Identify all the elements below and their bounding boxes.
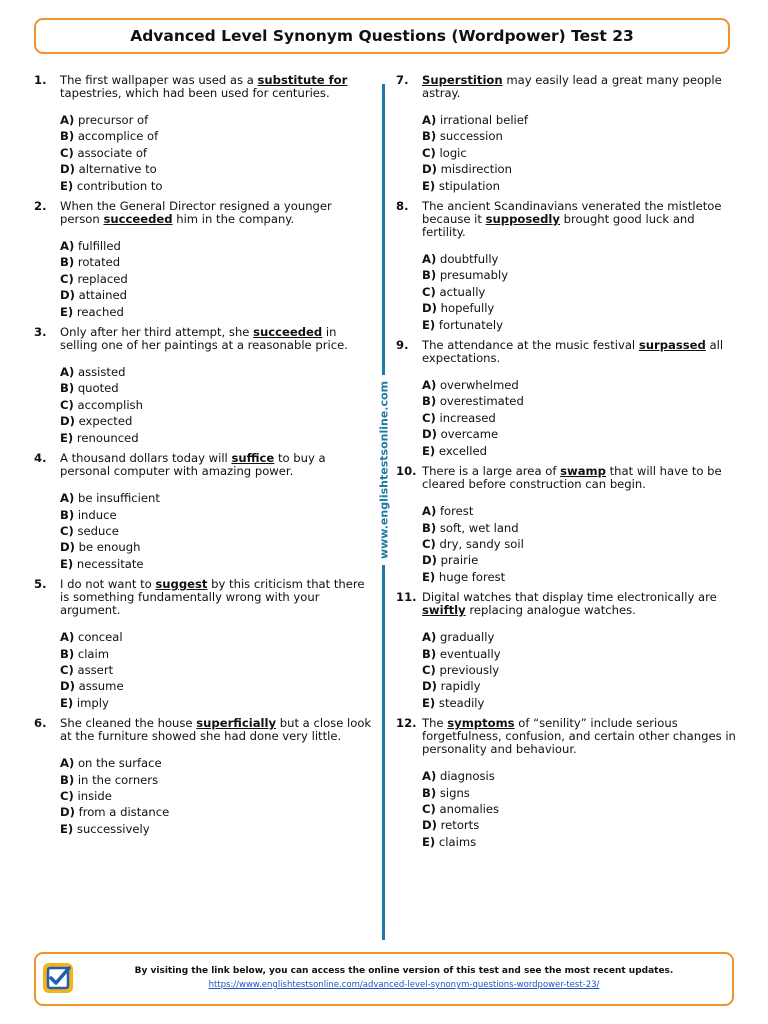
option-text: irrational belief [439, 113, 528, 127]
option-item [422, 317, 738, 333]
stem-before: She cleaned the house [60, 716, 197, 731]
option-item [422, 284, 738, 300]
option-letter: E) [60, 304, 74, 319]
question-4 [34, 452, 374, 572]
option-item [422, 552, 738, 568]
option-item [60, 629, 374, 645]
question-text-row [34, 74, 374, 100]
question-stem [422, 74, 738, 100]
option-text: assisted [77, 365, 126, 380]
option-text: dry, sandy soil [439, 536, 524, 551]
keyword: succeeded [253, 325, 323, 340]
option-letter: C) [60, 523, 74, 538]
stem-after: by this criticism that there is something fundamentally wrong with your argument. [60, 577, 365, 618]
option-letter: B) [422, 129, 437, 144]
option-item [60, 112, 374, 128]
option-letter: E) [60, 695, 74, 710]
option-letter: B) [60, 772, 75, 787]
option-letter: A) [60, 756, 75, 771]
option-item [422, 178, 738, 194]
option-text: actually [439, 284, 486, 299]
option-letter: E) [422, 569, 436, 584]
option-text: rotated [77, 255, 121, 270]
stem-after: tapestries, which had been used for centuries. [60, 86, 330, 100]
option-letter: C) [60, 145, 74, 160]
option-letter: A) [422, 769, 437, 784]
option-item [422, 443, 738, 459]
stem-after: of “senility” include serious forgetfulness, confusion, and certain other changes in personality and behaviour. [422, 716, 736, 757]
option-text: replaced [77, 271, 128, 286]
keyword: superficially [196, 716, 277, 731]
option-text: overcame [440, 427, 499, 442]
option-item [422, 536, 738, 552]
option-letter: D) [60, 540, 75, 555]
option-item [60, 646, 374, 662]
footer-box [34, 952, 734, 1006]
stem-before: The [422, 716, 448, 731]
option-letter: A) [60, 491, 75, 506]
option-letter: E) [60, 821, 74, 836]
stem-before: The attendance at the music festival [422, 338, 639, 353]
option-letter: A) [422, 252, 437, 267]
option-text: expected [78, 414, 133, 429]
option-item [422, 267, 738, 283]
option-text: quoted [77, 381, 119, 396]
question-10 [396, 465, 738, 585]
option-item [422, 569, 738, 585]
options-list [422, 768, 738, 850]
option-item [60, 145, 374, 161]
option-text: renounced [76, 430, 139, 445]
option-letter: D) [422, 553, 437, 568]
option-text: inside [77, 788, 112, 803]
options-list [60, 629, 374, 711]
options-list [422, 503, 738, 585]
keyword: supposedly [485, 212, 560, 227]
option-item [422, 112, 738, 128]
options-list [60, 490, 374, 572]
option-text: signs [439, 785, 470, 800]
option-letter: E) [60, 430, 74, 445]
option-letter: B) [60, 507, 75, 522]
stem-before: Only after her third attempt, she [60, 325, 254, 340]
option-item [60, 380, 374, 396]
option-text: increased [439, 410, 496, 425]
options-list [422, 112, 738, 194]
question-stem [422, 717, 738, 756]
option-item [60, 507, 374, 523]
option-letter: B) [60, 255, 75, 270]
option-letter: C) [422, 284, 436, 299]
option-item [422, 768, 738, 784]
option-letter: A) [60, 630, 75, 645]
option-text: rapidly [440, 679, 481, 694]
option-item [60, 413, 374, 429]
option-text: imply [76, 695, 109, 710]
option-letter: D) [422, 301, 437, 316]
option-letter: A) [60, 113, 75, 127]
question-11 [396, 591, 738, 711]
option-text: alternative to [78, 162, 157, 177]
option-text: precursor of [77, 113, 149, 127]
option-item [60, 804, 374, 820]
option-letter: D) [422, 679, 437, 694]
checkmark-icon [42, 962, 74, 994]
option-letter: C) [422, 801, 436, 816]
option-letter: D) [422, 818, 437, 833]
option-letter: E) [422, 317, 436, 332]
question-text-row [396, 717, 738, 756]
option-text: on the surface [77, 756, 162, 771]
option-letter: C) [60, 397, 74, 412]
option-text: assert [77, 662, 114, 677]
option-item [60, 271, 374, 287]
keyword: suggest [155, 577, 208, 592]
question-number: 9. [396, 338, 409, 353]
option-item [60, 490, 374, 506]
option-item [60, 430, 374, 446]
question-12 [396, 717, 738, 850]
stem-before: When the General Director resigned a younger person [60, 199, 332, 227]
keyword: suffice [231, 451, 275, 466]
option-letter: B) [60, 381, 75, 396]
option-letter: E) [422, 834, 436, 849]
stem-after: him in the company. [172, 212, 295, 227]
questions-left-column [34, 74, 374, 843]
option-letter: D) [422, 162, 437, 177]
option-letter: A) [422, 630, 437, 645]
option-item [422, 629, 738, 645]
question-text-row [34, 326, 374, 352]
option-letter: D) [60, 288, 75, 303]
stem-after: all expectations. [422, 338, 724, 366]
option-text: in the corners [77, 772, 159, 787]
option-item [422, 834, 738, 850]
stem-before: The first wallpaper was used as a [60, 73, 258, 87]
question-stem [60, 452, 374, 478]
option-item [60, 539, 374, 555]
question-stem [60, 200, 374, 226]
option-text: overestimated [439, 394, 524, 409]
option-item [60, 287, 374, 303]
option-item [60, 254, 374, 270]
question-stem [422, 591, 738, 617]
option-item [60, 772, 374, 788]
footer-text: By visiting the link below, you can access the online version of this test and see the most recent updates. [134, 966, 674, 976]
stem-before: Digital watches that display time electronically are [422, 590, 717, 605]
option-text: presumably [439, 268, 509, 283]
question-stem [60, 578, 374, 617]
option-item [422, 662, 738, 678]
keyword: swamp [560, 464, 606, 479]
option-item [422, 817, 738, 833]
option-text: hopefully [440, 301, 495, 316]
option-text: soft, wet land [439, 520, 519, 535]
option-text: retorts [440, 818, 480, 833]
option-letter: E) [422, 178, 436, 193]
option-item [60, 523, 374, 539]
options-list [422, 377, 738, 459]
option-item [422, 300, 738, 316]
keyword: Superstition [422, 73, 503, 87]
option-letter: D) [60, 679, 75, 694]
stem-before: A thousand dollars today will [60, 451, 232, 466]
option-letter: A) [422, 378, 437, 393]
stem-after: in selling one of her paintings at a reasonable price. [60, 325, 348, 353]
option-text: steadily [438, 695, 485, 710]
option-letter: C) [60, 788, 74, 803]
option-item [422, 678, 738, 694]
stem-after: but a close look at the furniture showed she had done very little. [60, 716, 372, 744]
option-text: logic [439, 145, 467, 160]
question-6 [34, 717, 374, 837]
question-stem [60, 326, 374, 352]
option-letter: C) [422, 410, 436, 425]
option-text: prairie [440, 553, 479, 568]
option-item [422, 377, 738, 393]
option-text: necessitate [76, 556, 144, 571]
question-number: 6. [34, 716, 47, 731]
question-text-row [396, 339, 738, 365]
option-item [60, 556, 374, 572]
option-text: succession [439, 129, 503, 144]
option-text: fortunately [438, 317, 503, 332]
stem-before: The ancient Scandinavians venerated the mistletoe because it [422, 199, 722, 227]
option-letter: E) [60, 556, 74, 571]
questions-right-column [396, 74, 738, 856]
option-text: conceal [77, 630, 123, 645]
question-1 [34, 74, 374, 194]
option-item [60, 662, 374, 678]
question-stem [60, 74, 374, 100]
option-text: diagnosis [439, 769, 495, 784]
stem-after: replacing analogue watches. [465, 603, 636, 618]
footer-link[interactable]: https://www.englishtestsonline.com/advanced-level-synonym-questions-wordpower-test-23/ [208, 980, 600, 990]
option-letter: D) [60, 162, 75, 177]
option-letter: D) [60, 414, 75, 429]
option-item [422, 145, 738, 161]
question-number: 8. [396, 199, 409, 214]
question-stem [60, 717, 374, 743]
option-letter: D) [422, 427, 437, 442]
option-text: previously [439, 662, 500, 677]
question-number: 3. [34, 325, 47, 340]
option-item [60, 178, 374, 194]
option-item [60, 678, 374, 694]
question-text-row [34, 578, 374, 617]
option-letter: C) [422, 145, 436, 160]
option-letter: A) [60, 365, 75, 380]
option-text: claim [77, 646, 110, 661]
option-letter: D) [60, 805, 75, 820]
option-text: induce [77, 507, 117, 522]
question-8 [396, 200, 738, 333]
option-item [422, 426, 738, 442]
options-list [422, 629, 738, 711]
option-item [422, 161, 738, 177]
option-item [60, 161, 374, 177]
option-letter: C) [422, 536, 436, 551]
option-item [60, 238, 374, 254]
question-3 [34, 326, 374, 446]
option-text: seduce [77, 523, 119, 538]
keyword: swiftly [422, 603, 466, 618]
question-stem [422, 465, 738, 491]
keyword: symptoms [447, 716, 515, 731]
option-item [422, 785, 738, 801]
option-text: attained [78, 288, 127, 303]
question-number: 10. [396, 464, 417, 479]
option-letter: A) [60, 239, 75, 254]
option-letter: C) [422, 662, 436, 677]
option-text: accomplice of [77, 129, 159, 144]
option-item [60, 397, 374, 413]
option-item [422, 801, 738, 817]
title-box [34, 18, 730, 54]
option-text: gradually [439, 630, 495, 645]
question-number: 4. [34, 451, 47, 466]
option-item [422, 646, 738, 662]
question-9 [396, 339, 738, 459]
side-url: www.englishtestsonline.com [373, 375, 394, 565]
question-number: 5. [34, 577, 47, 592]
option-text: fulfilled [77, 239, 121, 254]
keyword: substitute for [257, 73, 348, 87]
option-text: excelled [438, 443, 487, 458]
option-text: overwhelmed [439, 378, 519, 393]
option-item [422, 410, 738, 426]
option-text: associate of [77, 145, 148, 160]
option-letter: B) [422, 520, 437, 535]
option-letter: B) [60, 129, 75, 144]
question-number: 11. [396, 590, 417, 605]
options-list [60, 238, 374, 320]
stem-before: I do not want to [60, 577, 156, 592]
option-letter: E) [422, 443, 436, 458]
option-text: be insufficient [77, 491, 160, 506]
option-text: misdirection [440, 162, 512, 177]
question-number: 2. [34, 199, 47, 214]
option-text: doubtfully [439, 252, 499, 267]
option-text: reached [76, 304, 124, 319]
option-item [422, 520, 738, 536]
option-letter: C) [60, 271, 74, 286]
option-letter: E) [422, 695, 436, 710]
option-letter: C) [60, 662, 74, 677]
question-text-row [396, 465, 738, 491]
option-text: forest [439, 504, 474, 519]
option-text: from a distance [78, 805, 170, 820]
option-text: be enough [78, 540, 141, 555]
option-text: huge forest [438, 569, 506, 584]
question-stem [422, 339, 738, 365]
option-text: successively [76, 821, 150, 836]
keyword: succeeded [103, 212, 173, 227]
question-text-row [396, 200, 738, 239]
option-item [60, 128, 374, 144]
option-letter: B) [422, 646, 437, 661]
stem-after: brought good luck and fertility. [422, 212, 695, 240]
option-text: assume [78, 679, 124, 694]
option-item [422, 503, 738, 519]
question-text-row [396, 74, 738, 100]
question-number: 1. [34, 73, 47, 87]
page-title: Advanced Level Synonym Questions (Wordpower) Test 23 [130, 27, 634, 45]
options-list [422, 251, 738, 333]
option-letter: B) [422, 785, 437, 800]
question-5 [34, 578, 374, 711]
option-item [60, 695, 374, 711]
stem-after: may easily lead a great many people astray. [422, 73, 722, 100]
stem-after: that will have to be cleared before construction can begin. [422, 464, 722, 492]
option-item [60, 788, 374, 804]
option-item [60, 755, 374, 771]
options-list [60, 364, 374, 446]
option-text: contribution to [76, 178, 163, 193]
question-text-row [34, 200, 374, 226]
option-text: stipulation [438, 178, 500, 193]
question-text-row [396, 591, 738, 617]
stem-before: There is a large area of [422, 464, 561, 479]
question-number: 12. [396, 716, 417, 731]
option-text: eventually [439, 646, 501, 661]
option-text: accomplish [77, 397, 143, 412]
question-text-row [34, 717, 374, 743]
options-list [60, 755, 374, 837]
option-letter: A) [422, 504, 437, 519]
option-text: claims [438, 834, 477, 849]
option-letter: E) [60, 178, 74, 193]
option-item [422, 128, 738, 144]
question-2 [34, 200, 374, 320]
question-stem [422, 200, 738, 239]
option-item [60, 304, 374, 320]
option-item [422, 695, 738, 711]
option-letter: B) [422, 268, 437, 283]
option-letter: B) [60, 646, 75, 661]
option-item [422, 393, 738, 409]
option-letter: A) [422, 113, 437, 127]
question-number: 7. [396, 73, 409, 87]
question-7 [396, 74, 738, 194]
option-letter: B) [422, 394, 437, 409]
options-list [60, 112, 374, 194]
stem-after: to buy a personal computer with amazing power. [60, 451, 326, 479]
option-item [422, 251, 738, 267]
question-text-row [34, 452, 374, 478]
option-text: anomalies [439, 801, 500, 816]
option-item [60, 364, 374, 380]
keyword: surpassed [638, 338, 706, 353]
option-item [60, 821, 374, 837]
